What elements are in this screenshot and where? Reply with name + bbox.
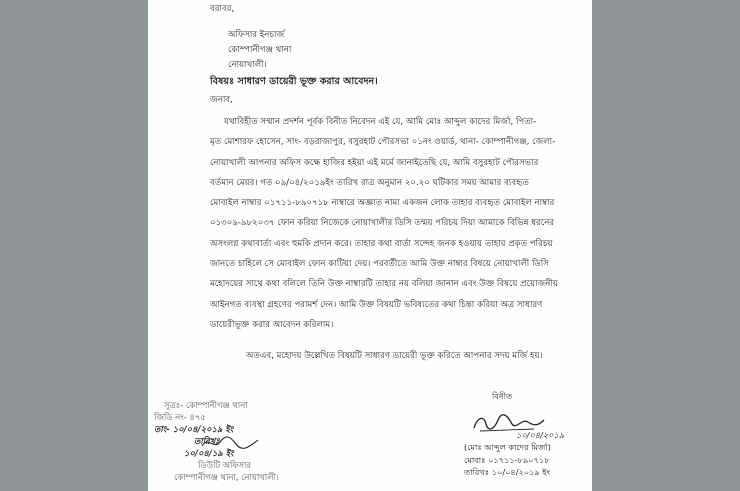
body-line: মহোদয়ের সাথে কথা বলিলে তিনি উক্ত নাম্বারটি তাহার নয় বলিয়া জানান এবং উক্ত বিষয়ে প্রয়োজনীয় bbox=[210, 279, 558, 290]
body-line: মৃত মোশারফ হোসেন, সাং- বড়রাজাপুর, বসুরহাট পৌরসভা ০১নং ওয়ার্ড, থানা- কোম্পানীগঞ্জ, জেলা- bbox=[210, 137, 556, 148]
body-line: অসংলগ্ন কথাবার্তা এবং হুমকি প্রদান করে। তাহার কথা বার্তা সন্দেহ জনক হওয়ায় তাহার প্রকৃত পরিচয় bbox=[210, 238, 553, 249]
recipient-line: কোম্পানীগঞ্জ থানা bbox=[228, 45, 292, 55]
greeting: জনাব, bbox=[210, 95, 233, 105]
stamp-initial: তারিখঃ bbox=[194, 436, 220, 446]
stamp-source: সূত্রঃ- কোম্পানীগঞ্জ থানা bbox=[164, 400, 248, 410]
body-line: ০১৩০৯-৯৮২০৩৭ ফোন করিয়া নিজেকে নোয়াখালীর ডিসি তন্ময় পরিচয় দিয়া আমাকে বিভিন্ন ধরনের bbox=[210, 218, 555, 229]
conclusion: অতএব, মহোদয় উল্লেখিত বিষয়টি সাধারণ ডায়েরী ভূক্ত করিতে আপনার সদয় মর্জি হয়। bbox=[246, 351, 543, 361]
body-line: জানতে চাহিলে সে মোবাইল ফোন কাটিয়া দেয়। পরবর্তীতে আমি উক্ত নাম্বার বিষয়ে নোয়াখালী ডিসি bbox=[210, 259, 549, 270]
recipient-block bbox=[228, 30, 291, 75]
addressee: বরাবর, bbox=[210, 4, 235, 14]
signature-date: ১০/০৪/২০১৯ bbox=[516, 429, 565, 440]
subject-line: বিষয়ঃ সাধারণ ডায়েরী ভূক্ত করার আবেদন। bbox=[210, 76, 378, 87]
body-line: বর্তমান মেয়র। গত ০৯/০৪/২০১৯ইং তারিখ রাত্র অনুমান ২০.২০ ঘটিকার সময় আমার ব্যবহৃত bbox=[210, 177, 529, 188]
body-line: নোয়াখালী আপনার অফিস কক্ষে হাজির হইয়া এই মর্মে জানাইতেছি যে, আমি বসুরহাট পৌরসভার bbox=[210, 157, 539, 168]
signer-mobile: মোবাঃ ০১৭১১-৮৯০৭১৮ bbox=[464, 454, 550, 465]
closing: বিনীত bbox=[492, 391, 513, 401]
stamp-officer: ডিউটি অফিসার bbox=[198, 460, 252, 470]
letter-body bbox=[210, 117, 558, 340]
letter-page bbox=[148, 0, 592, 491]
signer-name: (মোঃ আব্দুল কাদের মির্জা) bbox=[464, 442, 551, 453]
stamp-date: তাং- ১০/০৪/২০১৯ ইং bbox=[154, 424, 234, 434]
recipient-line: অফিসার ইনচার্জ bbox=[228, 30, 285, 40]
signature-block bbox=[464, 391, 564, 480]
body-line: ডায়েরীভূক্ত করার আবেদন করিলাম। bbox=[210, 319, 334, 330]
body-line: আইনগত ব্যবস্থা গ্রহণের পরামর্শ দেন। আমি উক্ত বিষয়টি ভবিষ্যতের কথা চিন্তা করিয়া অত্র সাধারণ bbox=[210, 299, 543, 310]
stamp-extra: ১০/০৪/১৯ ইং bbox=[184, 448, 234, 458]
body-line: মোবাইল নাম্বার ০১৭১১-৮৯০৭১৮ নাম্বারে অজ্ঞাত নামা একজন লোক তাহার ব্যবহৃত মোবাইল নাম্বার bbox=[210, 198, 555, 209]
stamp-gd-number: জিডি নং- ৪৭৫ bbox=[154, 412, 206, 422]
officer-signature bbox=[200, 434, 260, 452]
signer-date: তারিখঃ ১০/০৪/২০১৯ ইং bbox=[464, 467, 551, 478]
stamp-station: কোম্পানীগঞ্জ থানা, নোয়াখালী। bbox=[174, 472, 279, 482]
recipient-line: নোয়াখালী। bbox=[228, 60, 267, 70]
body-line: যথাবিহীত সম্মান প্রদর্শন পূর্বক বিনীত নিবেদন এই যে, আমি মোঃ আব্দুল কাদের মির্জা, পিতা- bbox=[224, 117, 537, 127]
